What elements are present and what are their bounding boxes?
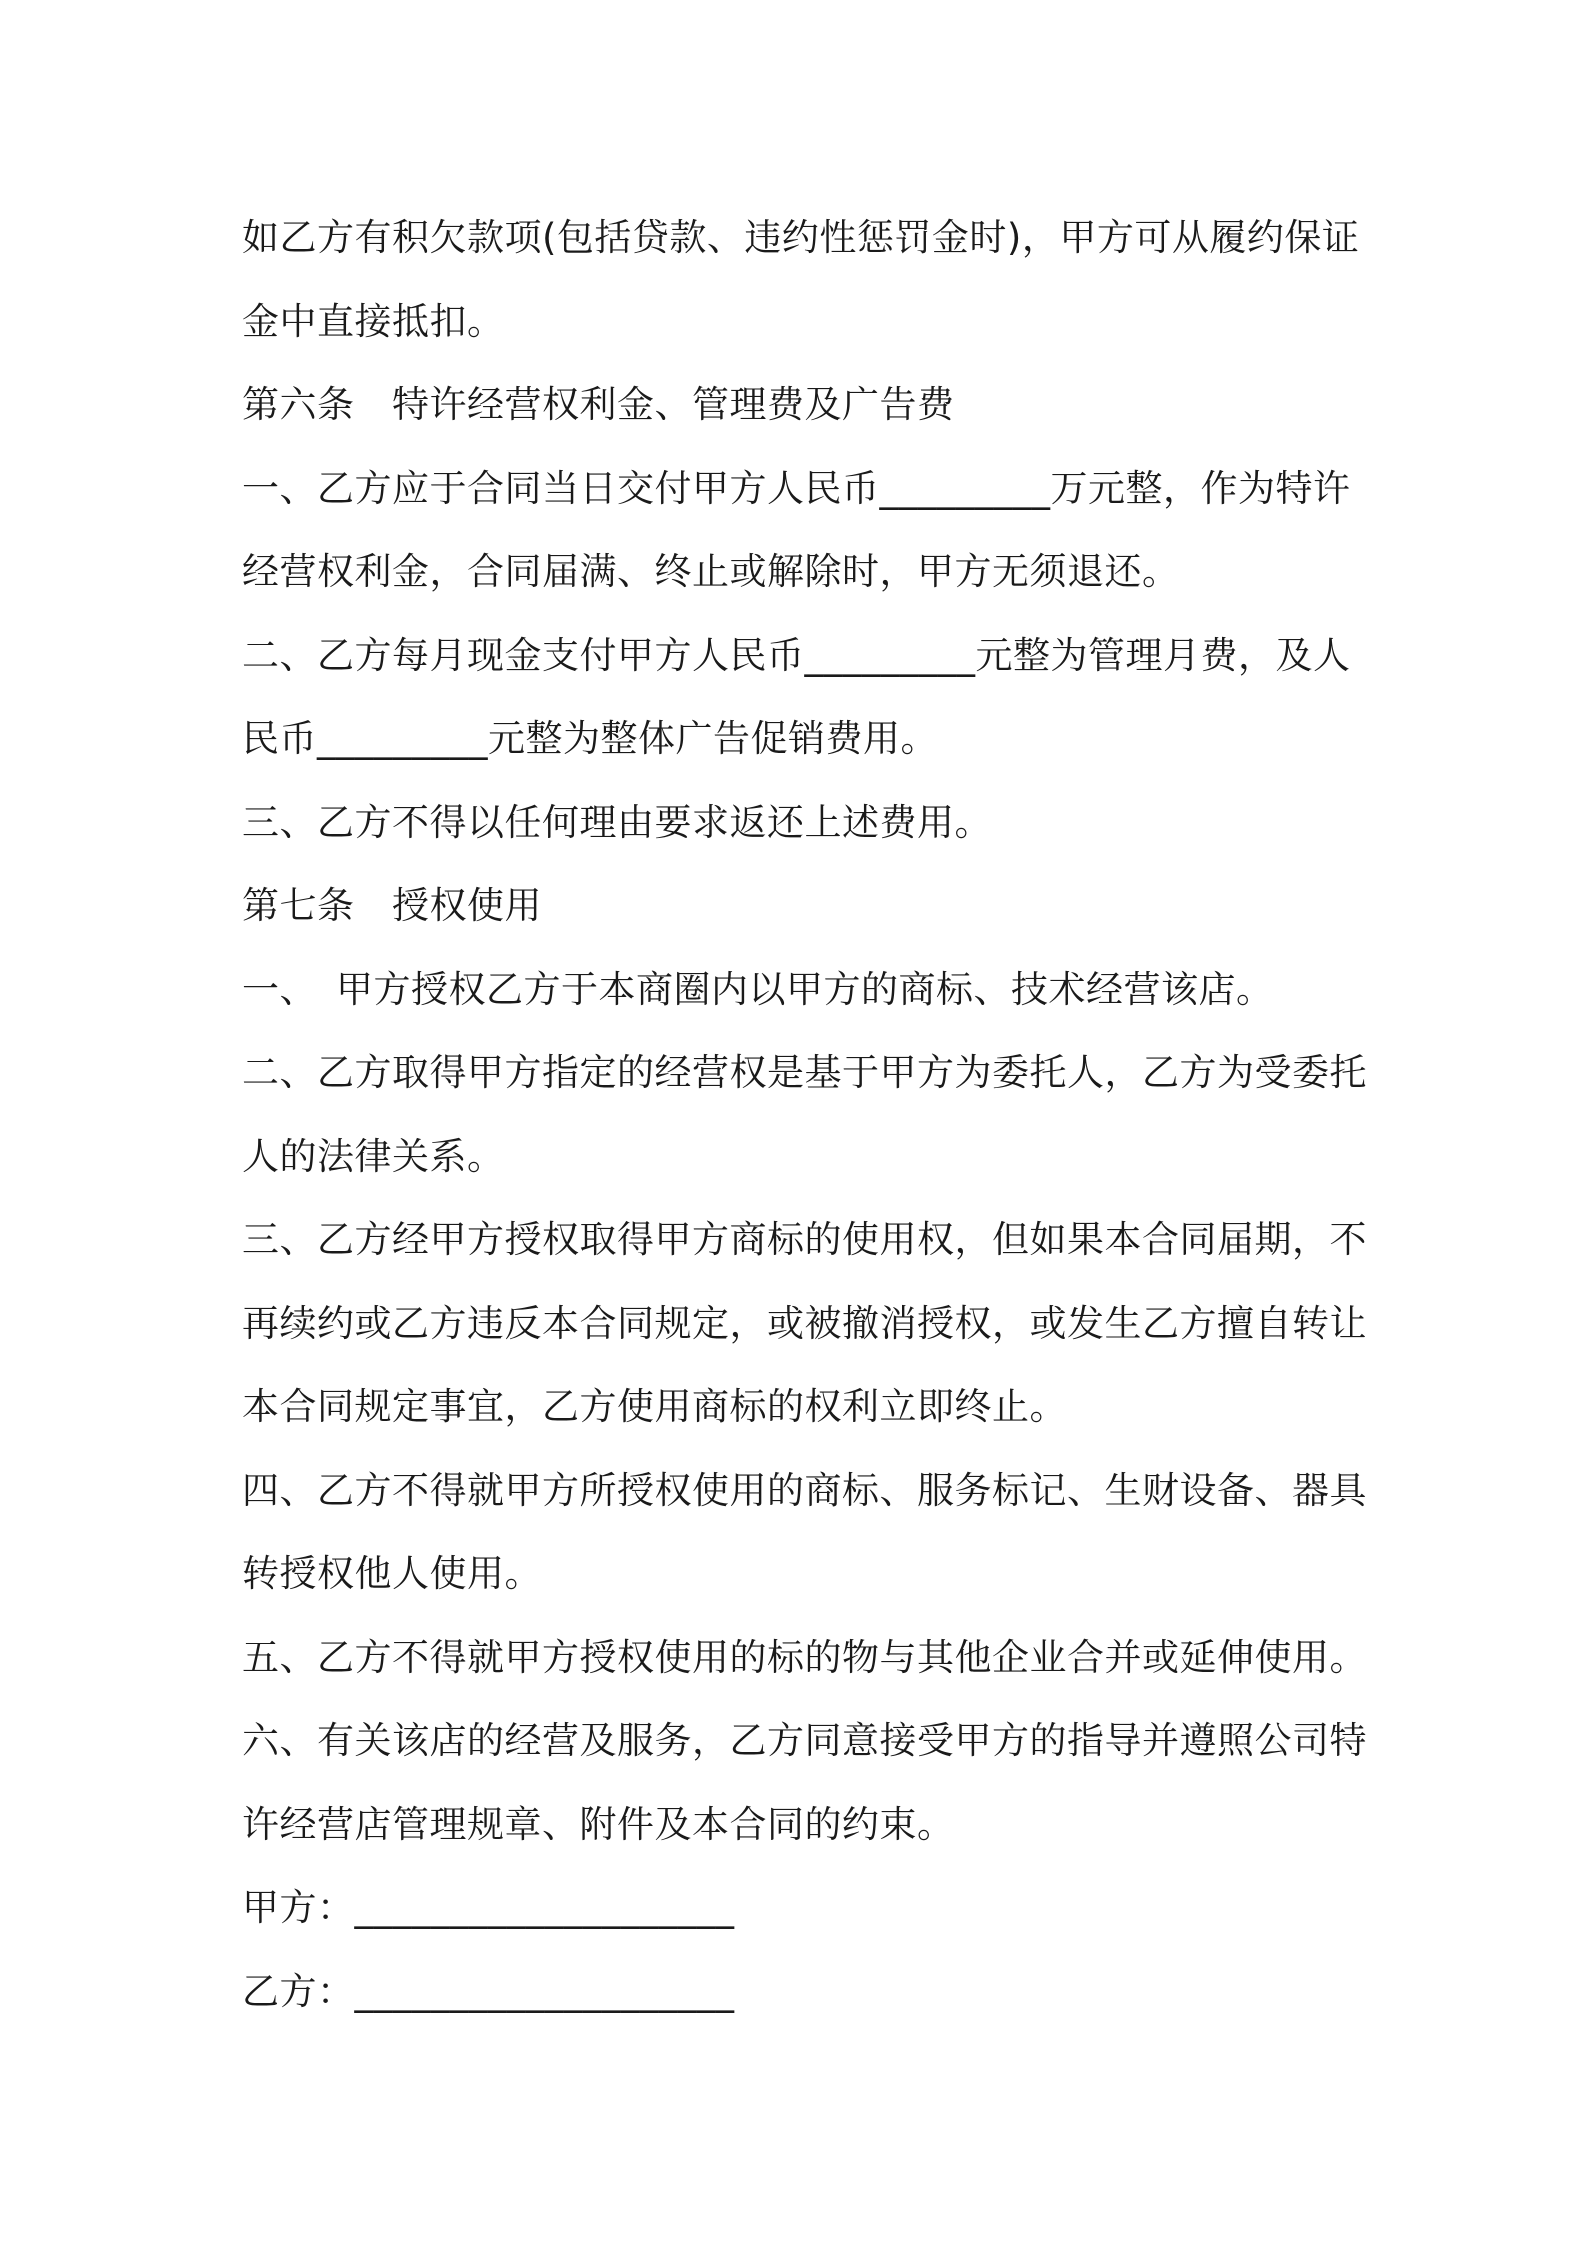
text-line: 五、乙方不得就甲方授权使用的标的物与其他企业合并或延伸使用。 — [242, 1635, 1367, 1679]
text-line: 人的法律关系。 — [242, 1134, 505, 1178]
article-heading: 第六条 特许经营权利金、管理费及广告费 — [242, 383, 955, 426]
text-line: 二、乙方每月现金支付甲方人民币_________元整为管理月费，及人 — [242, 633, 1351, 677]
article-heading: 第七条 授权使用 — [242, 884, 542, 927]
text-line: 六、有关该店的经营及服务，乙方同意接受甲方的指导并遵照公司特 — [242, 1719, 1367, 1762]
text-line: 三、乙方经甲方授权取得甲方商标的使用权，但如果本合同届期，不 — [242, 1218, 1367, 1261]
text-line: 一、乙方应于合同当日交付甲方人民币_________万元整，作为特许 — [242, 466, 1351, 510]
text-line: 民币_________元整为整体广告促销费用。 — [242, 717, 938, 760]
text-line: 一、 甲方授权乙方于本商圈内以甲方的商标、技术经营该店。 — [242, 967, 1274, 1011]
text-line: 如乙方有积欠款项(包括贷款、违约性惩罚金时)，甲方可从履约保证 — [242, 216, 1360, 259]
text-line: 许经营店管理规章、附件及本合同的约束。 — [242, 1802, 955, 1846]
text-line: 经营权利金，合同届满、终止或解除时，甲方无须退还。 — [242, 550, 1180, 593]
text-line: 转授权他人使用。 — [242, 1552, 542, 1595]
text-line: 本合同规定事宜，乙方使用商标的权利立即终止。 — [242, 1385, 1067, 1428]
signature-line-party-b: 乙方：____________________ — [242, 1969, 735, 2013]
document-body — [242, 196, 1367, 2033]
text-line: 三、乙方不得以任何理由要求返还上述费用。 — [242, 800, 992, 844]
text-line: 四、乙方不得就甲方所授权使用的商标、服务标记、生财设备、器具 — [242, 1468, 1367, 1512]
text-line: 再续约或乙方违反本合同规定，或被撤消授权，或发生乙方擅自转让 — [242, 1301, 1367, 1345]
signature-line-party-a: 甲方：____________________ — [242, 1886, 735, 1929]
text-line: 金中直接抵扣。 — [242, 299, 505, 343]
text-line: 二、乙方取得甲方指定的经营权是基于甲方为委托人，乙方为受委托 — [242, 1051, 1367, 1094]
